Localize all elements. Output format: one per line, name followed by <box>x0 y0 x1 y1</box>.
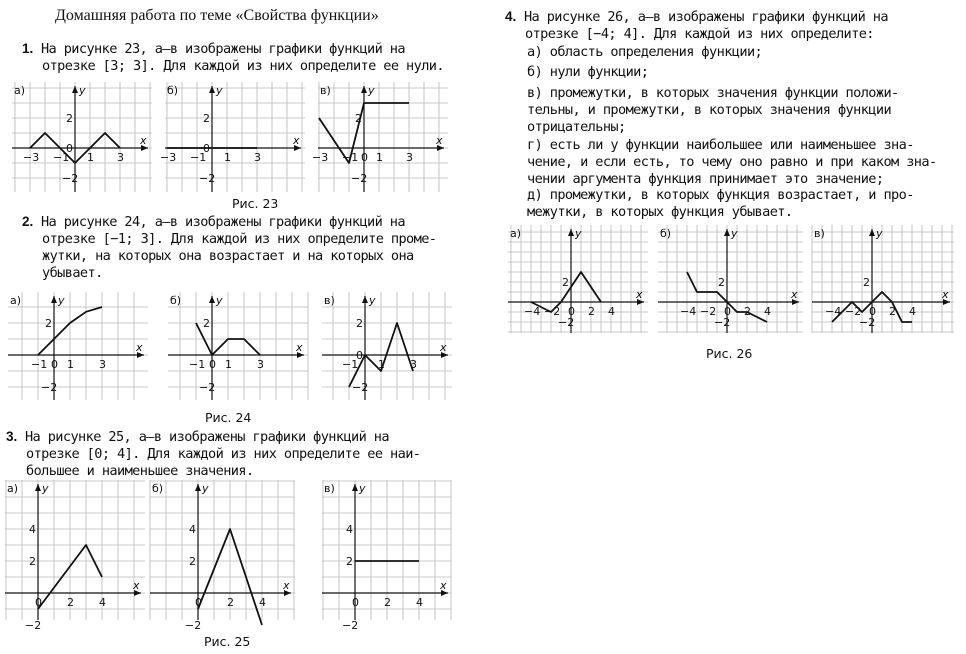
y-tick-label: −2 <box>25 619 42 632</box>
grid <box>168 292 308 400</box>
y-tick-label: −2 <box>714 316 731 329</box>
x-axis-label: x <box>636 288 643 301</box>
y-tick-label: 2 <box>203 317 210 330</box>
y-tick-label: −2 <box>185 619 202 632</box>
item-line: межутки, в которых функция убывает. <box>527 204 793 220</box>
task-4-item-v <box>527 85 899 136</box>
figure-caption: Рис. 24 <box>205 410 252 425</box>
page-title: Домашняя работа по теме «Свойства функции» <box>55 7 379 24</box>
grid <box>5 480 145 620</box>
panel-label: б) <box>152 482 164 495</box>
graph-23c <box>312 82 448 192</box>
x-axis-label: x <box>133 579 140 592</box>
grid <box>165 82 305 192</box>
y-axis-label: y <box>58 294 65 307</box>
panel-label: а) <box>10 294 22 307</box>
x-axis-label: x <box>293 134 300 147</box>
item-line: отрицательны; <box>527 119 626 135</box>
panel-label: в) <box>324 294 335 307</box>
y-axis-arrow <box>568 229 574 236</box>
y-tick-label: 2 <box>355 112 362 125</box>
y-tick-label: −2 <box>859 316 876 329</box>
graph-25b <box>150 480 295 632</box>
x-tick-label: 3 <box>257 358 264 371</box>
panel-label: б) <box>167 84 179 97</box>
x-tick-label: 4 <box>259 596 266 609</box>
task-number: 4. <box>505 9 517 24</box>
y-tick-label: 2 <box>562 276 569 289</box>
task-line: На рисунке 24, а—в изображены графики функций на <box>40 214 405 230</box>
task-line: На рисунке 23, а—в изображены графики функций на <box>40 41 405 57</box>
y-tick-label: 4 <box>29 523 36 536</box>
task-4 <box>505 8 888 43</box>
y-axis-arrow <box>362 296 368 303</box>
item-line: б) нули функции; <box>527 64 649 80</box>
y-axis-arrow <box>51 296 57 303</box>
graph-24a <box>8 292 148 400</box>
x-tick-label: 2 <box>744 305 751 318</box>
y-tick-label: 2 <box>203 112 210 125</box>
x-tick-label: −2 <box>845 305 862 318</box>
y-axis-arrow <box>361 86 367 93</box>
task-number: 1. <box>22 41 34 56</box>
item-line: чение, и если есть, то чему оно равно и при каком зна- <box>527 154 937 170</box>
y-axis-label: y <box>369 294 376 307</box>
y-tick-label: 2 <box>189 555 196 568</box>
x-tick-label: −1 <box>190 151 207 164</box>
y-axis-label: y <box>202 482 209 495</box>
x-tick-label: −2 <box>544 305 561 318</box>
x-axis-label: x <box>942 288 949 301</box>
y-axis-arrow <box>209 86 215 93</box>
x-tick-label: 3 <box>117 151 124 164</box>
x-axis-label: x <box>283 579 290 592</box>
item-line: чении аргумента функция принимает это значение; <box>527 171 884 187</box>
y-tick-label: −2 <box>352 381 369 394</box>
x-tick-label: 4 <box>608 305 615 318</box>
grid <box>12 82 152 192</box>
task-line: На рисунке 25, а—в изображены графики функций на <box>24 429 389 445</box>
x-tick-label: −3 <box>160 151 177 164</box>
y-axis-label: y <box>575 227 582 240</box>
item-line: в) промежутки, в которых значения функции положи- <box>527 85 899 101</box>
panel-label: в) <box>814 227 825 240</box>
figure-caption: Рис. 23 <box>232 196 279 211</box>
graph-25a <box>5 480 145 632</box>
y-axis-arrow <box>209 296 215 303</box>
panel-label: в) <box>324 482 335 495</box>
y-tick-label: 4 <box>189 523 196 536</box>
x-tick-label: 0 <box>35 596 42 609</box>
item-line: г) есть ли у функции наибольшее или наименьшее зна- <box>527 137 914 153</box>
graph-25c <box>322 480 452 632</box>
x-tick-label: 2 <box>384 596 391 609</box>
y-axis-label: y <box>216 84 223 97</box>
x-tick-label: 1 <box>87 151 94 164</box>
x-tick-label: 2 <box>889 305 896 318</box>
task-number: 3. <box>6 429 18 444</box>
x-tick-label: 0 <box>352 596 359 609</box>
x-axis-label: x <box>440 579 447 592</box>
panel-label: в) <box>320 84 331 97</box>
task-number: 2. <box>22 214 34 229</box>
x-tick-label: 0 <box>209 358 216 371</box>
x-tick-label: 3 <box>254 151 261 164</box>
y-axis-arrow <box>352 484 358 491</box>
x-tick-label: 3 <box>406 151 413 164</box>
x-tick-label: 1 <box>376 151 383 164</box>
y-tick-label: 2 <box>45 317 52 330</box>
x-axis-label: x <box>791 288 798 301</box>
grid <box>318 82 448 192</box>
y-axis-arrow <box>724 229 730 236</box>
x-tick-label: −2 <box>700 305 717 318</box>
y-axis-arrow <box>72 86 78 93</box>
x-tick-label: 1 <box>225 358 232 371</box>
x-tick-label: 1 <box>224 151 231 164</box>
figure-caption: Рис. 25 <box>204 634 251 649</box>
y-tick-label: 2 <box>346 555 353 568</box>
y-axis-label: y <box>731 227 738 240</box>
x-tick-label: −4 <box>825 305 842 318</box>
y-axis-arrow <box>195 484 201 491</box>
panel-label: б) <box>660 227 672 240</box>
x-tick-label: 0 <box>195 596 202 609</box>
graph-24b <box>168 292 308 400</box>
x-tick-label: −4 <box>524 305 541 318</box>
panel-label: а) <box>14 84 26 97</box>
y-tick-label: 2 <box>356 317 363 330</box>
task-4-item-d <box>527 187 914 221</box>
x-tick-label: 2 <box>227 596 234 609</box>
panel-label: б) <box>170 294 182 307</box>
task-line: отрезке [0; 4]. Для каждой из них определите ее наи- <box>26 446 421 462</box>
y-axis-label: y <box>79 84 86 97</box>
x-tick-label: 3 <box>410 358 417 371</box>
figure-caption: Рис. 26 <box>706 346 753 361</box>
task-line: убывает. <box>42 265 103 281</box>
y-axis-arrow <box>35 484 41 491</box>
task-4-item-a <box>527 44 762 61</box>
item-line: д) промежутки, в которых функция возрастает, и про- <box>527 187 914 203</box>
x-tick-label: −3 <box>312 151 329 164</box>
x-tick-label: −1 <box>189 358 206 371</box>
x-axis-label: x <box>296 341 303 354</box>
y-axis-label: y <box>359 482 366 495</box>
graph-24c <box>322 292 452 400</box>
x-tick-label: 4 <box>416 596 423 609</box>
task-line: отрезке [−1; 3]. Для каждой из них определите проме- <box>42 231 437 247</box>
y-tick-label: −2 <box>199 381 216 394</box>
task-line: большее и наименьшее значения. <box>26 463 254 479</box>
task-line: На рисунке 26, а—в изображены графики функций на <box>523 9 888 25</box>
task-3 <box>6 428 420 480</box>
y-tick-label: 2 <box>863 276 870 289</box>
x-axis-label: x <box>136 341 143 354</box>
graph-26a <box>508 225 648 333</box>
y-tick-label: −2 <box>558 316 575 329</box>
y-tick-label: 2 <box>66 112 73 125</box>
graph-26b <box>658 225 803 333</box>
y-tick-label: −2 <box>351 172 368 185</box>
task-line: отрезке [3; 3]. Для каждой из них определите ее нули. <box>42 58 444 74</box>
x-axis-label: x <box>436 134 443 147</box>
x-tick-label: −3 <box>23 151 40 164</box>
y-tick-label: 2 <box>718 276 725 289</box>
x-axis-label: x <box>140 134 147 147</box>
x-tick-label: 3 <box>99 358 106 371</box>
graph-26c <box>812 225 954 333</box>
x-axis-label: x <box>440 341 447 354</box>
task-line: отрезке [−4; 4]. Для каждой из них определите: <box>525 26 874 42</box>
y-tick-label: −2 <box>41 381 58 394</box>
y-tick-label: 0 <box>203 142 210 155</box>
item-line: а) область определения функции; <box>527 44 763 60</box>
x-tick-label: −1 <box>53 151 70 164</box>
y-tick-label: −2 <box>62 172 79 185</box>
graph-23b <box>160 82 305 192</box>
x-tick-label: 0 <box>869 305 876 318</box>
y-axis-label: y <box>42 482 49 495</box>
x-tick-label: 1 <box>67 358 74 371</box>
x-tick-label: 4 <box>99 596 106 609</box>
x-tick-label: 0 <box>568 305 575 318</box>
task-2 <box>22 213 436 282</box>
panel-label: а) <box>510 227 522 240</box>
x-tick-label: 2 <box>588 305 595 318</box>
x-tick-label: 4 <box>909 305 916 318</box>
x-tick-label: 2 <box>67 596 74 609</box>
x-tick-label: −4 <box>680 305 697 318</box>
panel-label: а) <box>7 482 19 495</box>
x-tick-label: 1 <box>378 358 385 371</box>
task-4-item-g <box>527 137 937 188</box>
y-tick-label: 0 <box>356 349 363 362</box>
y-axis-label: y <box>368 84 375 97</box>
x-tick-label: 0 <box>51 358 58 371</box>
grid <box>322 292 452 400</box>
y-axis-arrow <box>869 229 875 236</box>
x-tick-label: 0 <box>724 305 731 318</box>
task-1 <box>22 40 444 75</box>
grid <box>8 292 148 400</box>
x-tick-label: 0 <box>361 151 368 164</box>
y-axis-label: y <box>876 227 883 240</box>
task-line: жутки, на которых она возрастает и на которых она <box>42 248 414 264</box>
y-tick-label: 2 <box>29 555 36 568</box>
y-axis-label: y <box>216 294 223 307</box>
x-tick-label: −1 <box>342 151 359 164</box>
item-line: тельны, и промежутки, в которых значения функции <box>527 102 892 118</box>
task-4-item-b <box>527 64 648 81</box>
x-tick-label: 4 <box>764 305 771 318</box>
y-tick-label: 4 <box>346 523 353 536</box>
graph-23a <box>12 82 152 192</box>
y-tick-label: −2 <box>199 172 216 185</box>
x-tick-label: −1 <box>342 358 359 371</box>
x-tick-label: −1 <box>31 358 48 371</box>
y-tick-label: −2 <box>342 619 359 632</box>
y-tick-label: 0 <box>66 142 73 155</box>
